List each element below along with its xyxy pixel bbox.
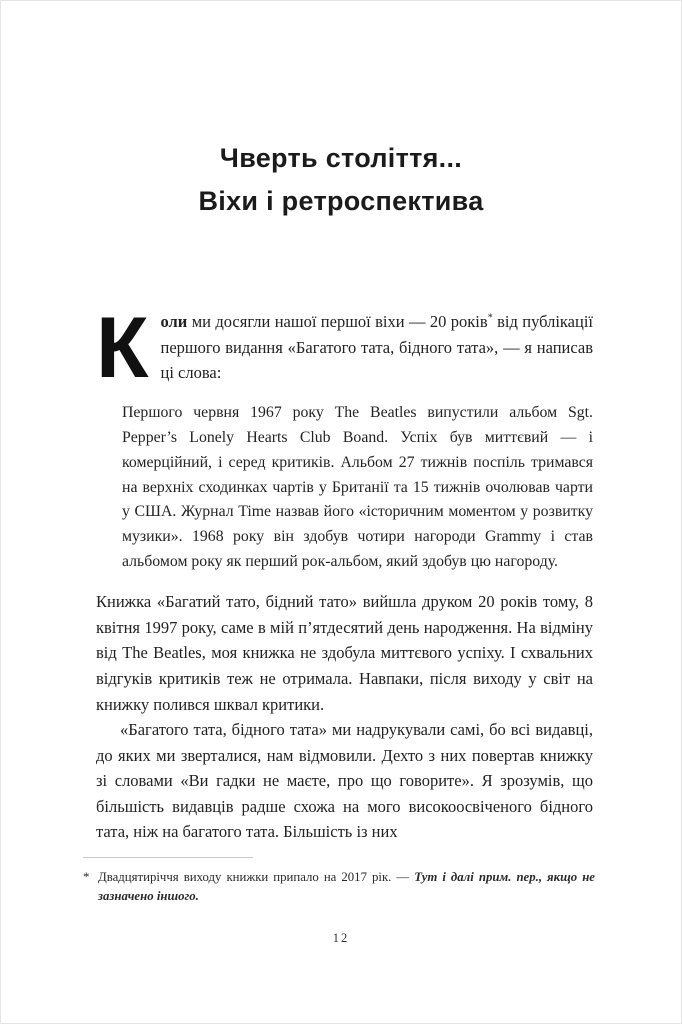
block-quote: Першого червня 1967 року The Beatles випустили альбом Sgt. Pepper’s Lonely Hearts Club Boand. Успіх був миттєвий — і комерційний, і серед критиків. Альбом 27 тижнів поспіль тримався на верхніх сходинках чартів у Британії та 15 тижнів очолював чарти у США. Журнал Time назвав його «історичним моментом у розвитку музики». 1968 року він здобув чотири нагороди Grammy і став альбомом року як перший рок-альбом, який здобув цю нагороду.: [122, 403, 593, 571]
intro-text-a: ми досягли нашої першої віхи — 20 років: [187, 312, 488, 331]
footnote-reference: *: [487, 312, 493, 324]
footnote-text-italic: Тут і далі прим. пер., якщо не зазначено іншого.: [98, 870, 595, 903]
footnote-divider: [83, 857, 253, 858]
footnote-block: [83, 857, 595, 905]
paragraph-3: «Багатого тата, бідного тата» ми надрукували самі, бо всі видавці, до яких ми зверталися, нам відмовили. Дехто з них повертав книжку зі словами «Ви гадки не маєте, про що говорите». Я зрозумів, що більшість видавців радше схожа на мого високоосвіченого бідного тата, ніж на багатого тата. Більшість із них: [96, 720, 593, 842]
footnote: [83, 868, 595, 905]
page-number: 12: [332, 931, 350, 945]
drop-cap: К: [96, 300, 149, 396]
chapter-title-line-2: Віхи і ретроспектива: [198, 186, 484, 216]
paragraph-intro: [96, 300, 594, 396]
intro-text-b: від публікації першого видання «Багатого тата, бідного тата», — я написав ці слова:: [160, 312, 594, 383]
paragraph-2: Книжка «Багатий тато, бідний тато» вийшла друком 20 років тому, 8 квітня 1997 року, саме в мій п’ятдесятий день народження. На відміну від The Beatles, моя книжка не здобула миттєвого успіху. І схвальних відгуків критиків теж не отримала. Навпаки, після виходу у світ на книжку полився шквал критики.: [96, 592, 593, 714]
page-content: [96, 300, 594, 845]
chapter-title: [1, 137, 681, 223]
footnote-marker: *: [83, 870, 90, 884]
intro-bold-fragment: оли: [160, 312, 188, 331]
footnote-text: Двадцятиріччя виходу книжки припало на 2017 рік. —: [98, 870, 415, 884]
chapter-title-line-1: Чверть століття...: [219, 143, 463, 173]
